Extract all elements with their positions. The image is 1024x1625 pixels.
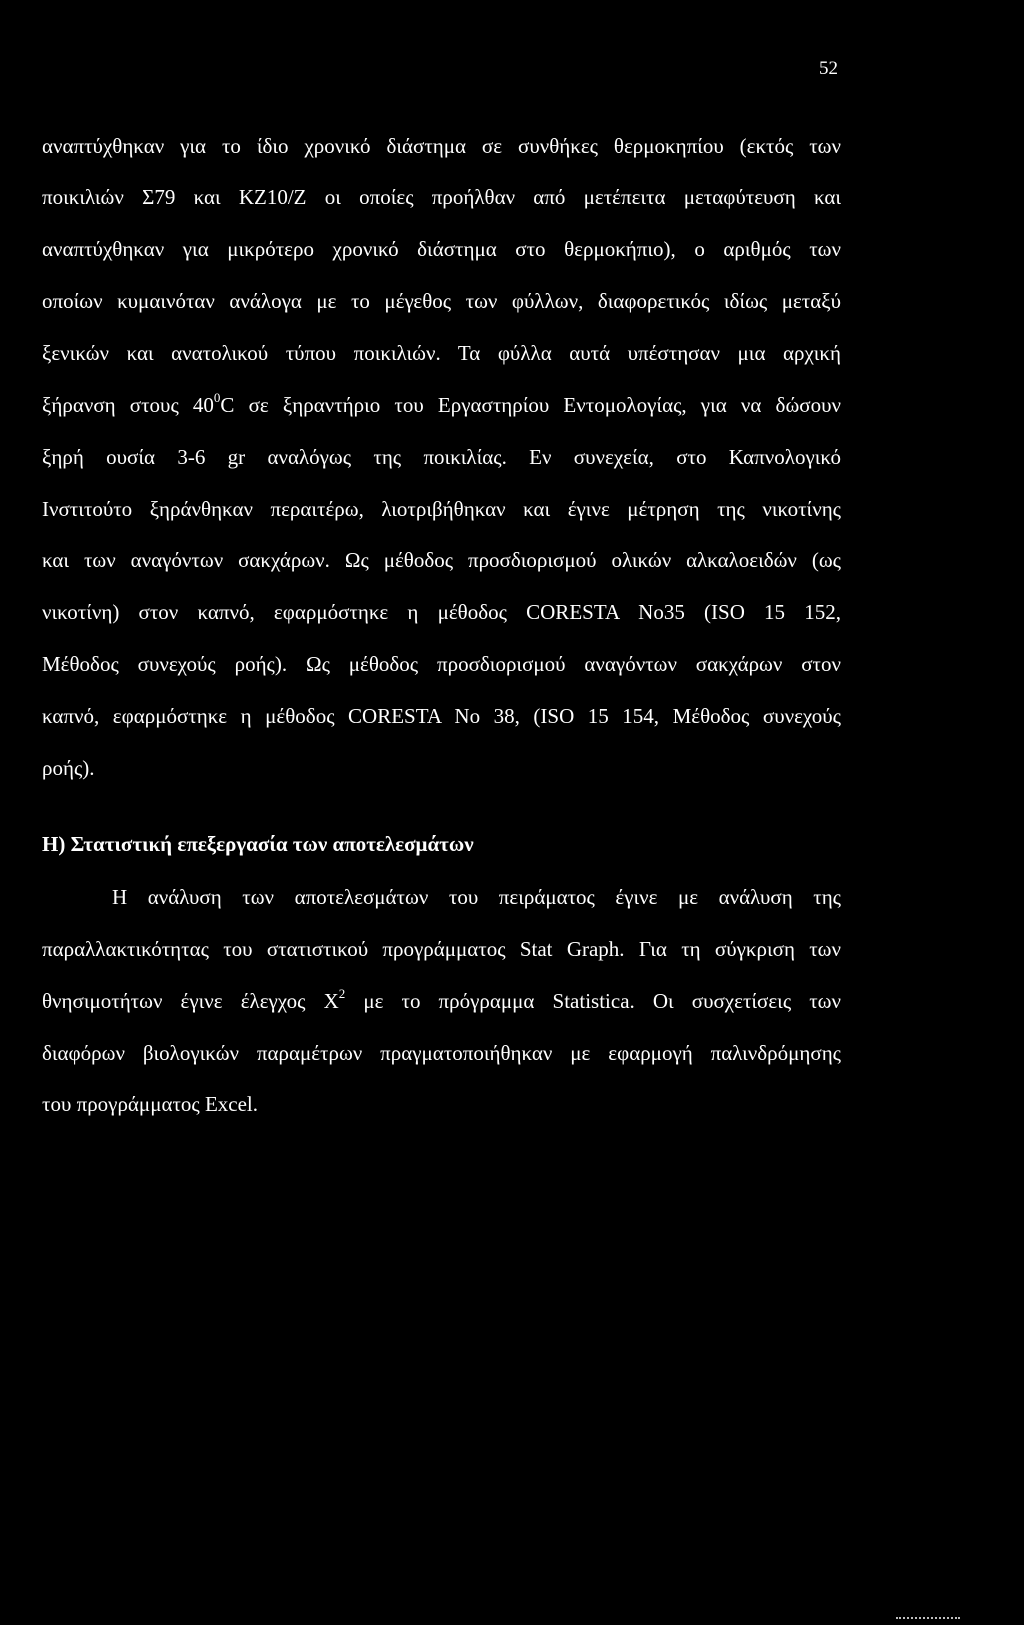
text-line: αναπτύχθηκαν για μικρότερο χρονικό διάστημα στο θερμοκήπιο), ο αριθμός των xyxy=(42,237,841,261)
text-line: οποίων κυμαινόταν ανάλογα με το μέγεθος των φύλλων, διαφορετικός ιδίως μεταξύ xyxy=(42,289,841,313)
text-line xyxy=(42,987,841,1015)
superscript: 0 xyxy=(213,390,221,405)
text-segment: με το πρόγραμμα Statistica. Οι συσχετίσεις των xyxy=(345,989,841,1013)
text-line: Η ανάλυση των αποτελεσμάτων του πειράματος έγινε με ανάλυση της xyxy=(112,885,841,909)
text-line: ποικιλιών Σ79 και ΚΖ10/Ζ οι οποίες προήλθαν από μετέπειτα μεταφύτευση και xyxy=(42,185,841,209)
superscript: 2 xyxy=(338,986,346,1001)
text-line: Ινστιτούτο ξηράνθηκαν περαιτέρω, λιοτριβήθηκαν και έγινε μέτρηση της νικοτίνης xyxy=(42,497,841,521)
text-segment: ξήρανση στους 40 xyxy=(42,393,214,417)
text-line: νικοτίνη) στον καπνό, εφαρμόστηκε η μέθοδος CORESTA Νο35 (ISO 15 152, xyxy=(42,600,841,624)
text-line: ξηρή ουσία 3-6 gr αναλόγως της ποικιλίας. Εν συνεχεία, στο Καπνολογικό xyxy=(42,445,841,469)
text-line: ξενικών και ανατολικού τύπου ποικιλιών. Τα φύλλα αυτά υπέστησαν μια αρχική xyxy=(42,341,841,365)
text-line: του προγράμματος Excel. xyxy=(42,1092,259,1116)
text-line xyxy=(42,391,841,419)
section-heading: Η) Στατιστική επεξεργασία των αποτελεσμάτων xyxy=(42,832,474,856)
scan-artifact xyxy=(896,1617,960,1621)
text-segment: C σε ξηραντήριο του Εργαστηρίου Εντομολογίας, για να δώσουν xyxy=(220,393,841,417)
text-segment: θνησιμοτήτων έγινε έλεγχος Χ xyxy=(42,989,339,1013)
text-line: αναπτύχθηκαν για το ίδιο χρονικό διάστημα σε συνθήκες θερμοκηπίου (εκτός των xyxy=(42,134,841,158)
text-line: καπνό, εφαρμόστηκε η μέθοδος CORESTA Νο 38, (ISO 15 154, Μέθοδος συνεχούς xyxy=(42,704,841,728)
text-line: παραλλακτικότητας του στατιστικού προγράμματος Stat Graph. Για τη σύγκριση των xyxy=(42,937,841,961)
text-line: διαφόρων βιολογικών παραμέτρων πραγματοποιήθηκαν με εφαρμογή παλινδρόμησης xyxy=(42,1041,841,1065)
page-number: 52 xyxy=(819,58,838,79)
text-line: Μέθοδος συνεχούς ροής). Ως μέθοδος προσδιορισμού αναγόντων σακχάρων στον xyxy=(42,652,841,676)
text-line: και των αναγόντων σακχάρων. Ως μέθοδος προσδιορισμού ολικών αλκαλοειδών (ως xyxy=(42,548,841,572)
text-line: ροής). xyxy=(42,756,95,780)
